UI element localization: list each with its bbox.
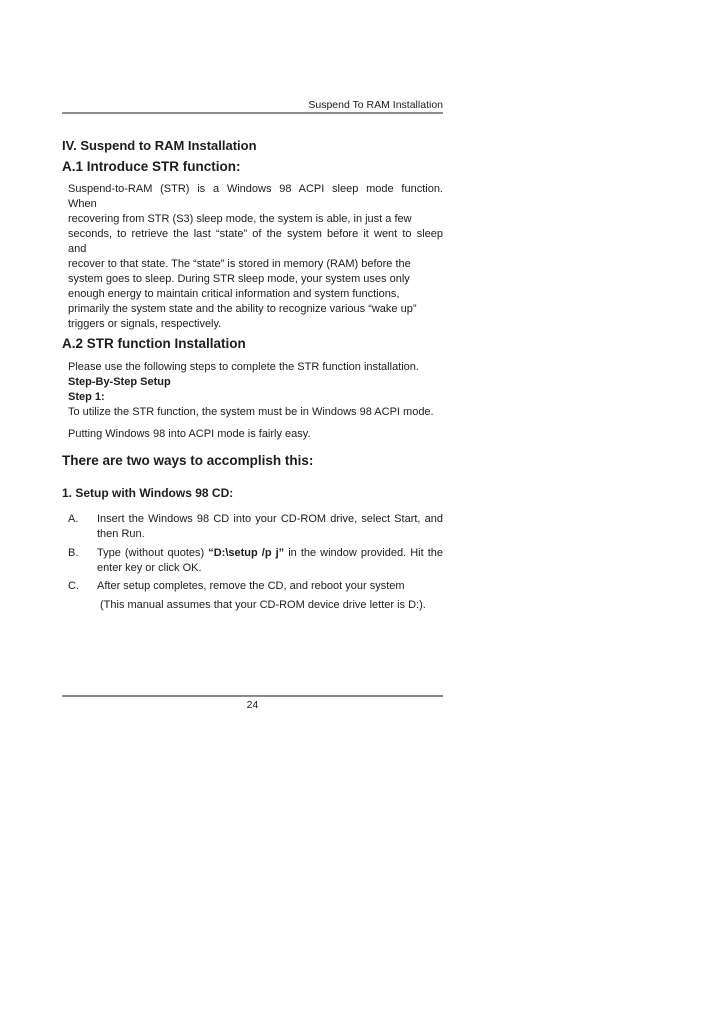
a2-please-line: Please use the following steps to complete the STR function installation. <box>68 361 419 373</box>
step-label-a: A. <box>68 513 79 525</box>
intro-paragraph <box>68 182 443 332</box>
step-item-c <box>68 579 443 594</box>
intro-line: triggers or signals, respectively. <box>68 318 222 330</box>
a2-instructions <box>68 360 443 420</box>
a2-putting-line: Putting Windows 98 into ACPI mode is fairly easy. <box>68 428 311 440</box>
step-b-command: “D:\setup /p j” <box>208 547 285 559</box>
intro-line: When <box>68 198 97 210</box>
step-a-line-2: then Run. <box>97 528 145 540</box>
heading-setup-cd: 1. Setup with Windows 98 CD: <box>62 486 234 500</box>
step-label-b: B. <box>68 547 79 559</box>
step-b-line-1 <box>97 546 443 561</box>
page-header-title: Suspend To RAM Installation <box>308 99 443 111</box>
step-c-line-1: After setup completes, remove the CD, and reboot your system <box>97 580 405 592</box>
step-b-pre: Type (without quotes) <box>97 547 209 559</box>
step-label-c: C. <box>68 580 79 592</box>
intro-line: seconds, to retrieve the last “state” of the system before it went to sleep <box>68 228 443 240</box>
step-item-b <box>68 546 443 576</box>
intro-line: system goes to sleep. During STR sleep mode, your system uses only <box>68 273 410 285</box>
intro-line: Suspend-to-RAM (STR) is a Windows 98 ACPI sleep mode function. <box>68 183 443 195</box>
a2-utilize-line: To utilize the STR function, the system must be in Windows 98 ACPI mode. <box>68 406 434 418</box>
step-item-a <box>68 512 443 542</box>
header-rule <box>62 112 443 114</box>
heading-a2: A.2 STR function Installation <box>62 336 246 351</box>
intro-line: and <box>68 243 87 255</box>
intro-line: recover to that state. The “state” is stored in memory (RAM) before the <box>68 258 411 270</box>
step-b-post: in the window provided. Hit the <box>284 547 443 559</box>
step-a-line-1: Insert the Windows 98 CD into your CD-ROM drive, select Start, and <box>97 513 443 525</box>
intro-line: primarily the system state and the ability to recognize various “wake up” <box>68 303 417 315</box>
heading-two-ways: There are two ways to accomplish this: <box>62 453 314 468</box>
step-c-note: (This manual assumes that your CD-ROM device drive letter is D:). <box>100 599 426 611</box>
step-b-line-2: enter key or click OK. <box>97 562 202 574</box>
step-1-label: Step 1: <box>68 391 105 403</box>
heading-a1: A.1 Introduce STR function: <box>62 159 241 174</box>
heading-section-iv: IV. Suspend to RAM Installation <box>62 138 257 153</box>
page-number: 24 <box>246 699 259 711</box>
intro-line: recovering from STR (S3) sleep mode, the system is able, in just a few <box>68 213 412 225</box>
footer-rule <box>62 695 443 697</box>
step-by-step-label: Step-By-Step Setup <box>68 376 171 388</box>
intro-line: enough energy to maintain critical information and system functions, <box>68 288 400 300</box>
